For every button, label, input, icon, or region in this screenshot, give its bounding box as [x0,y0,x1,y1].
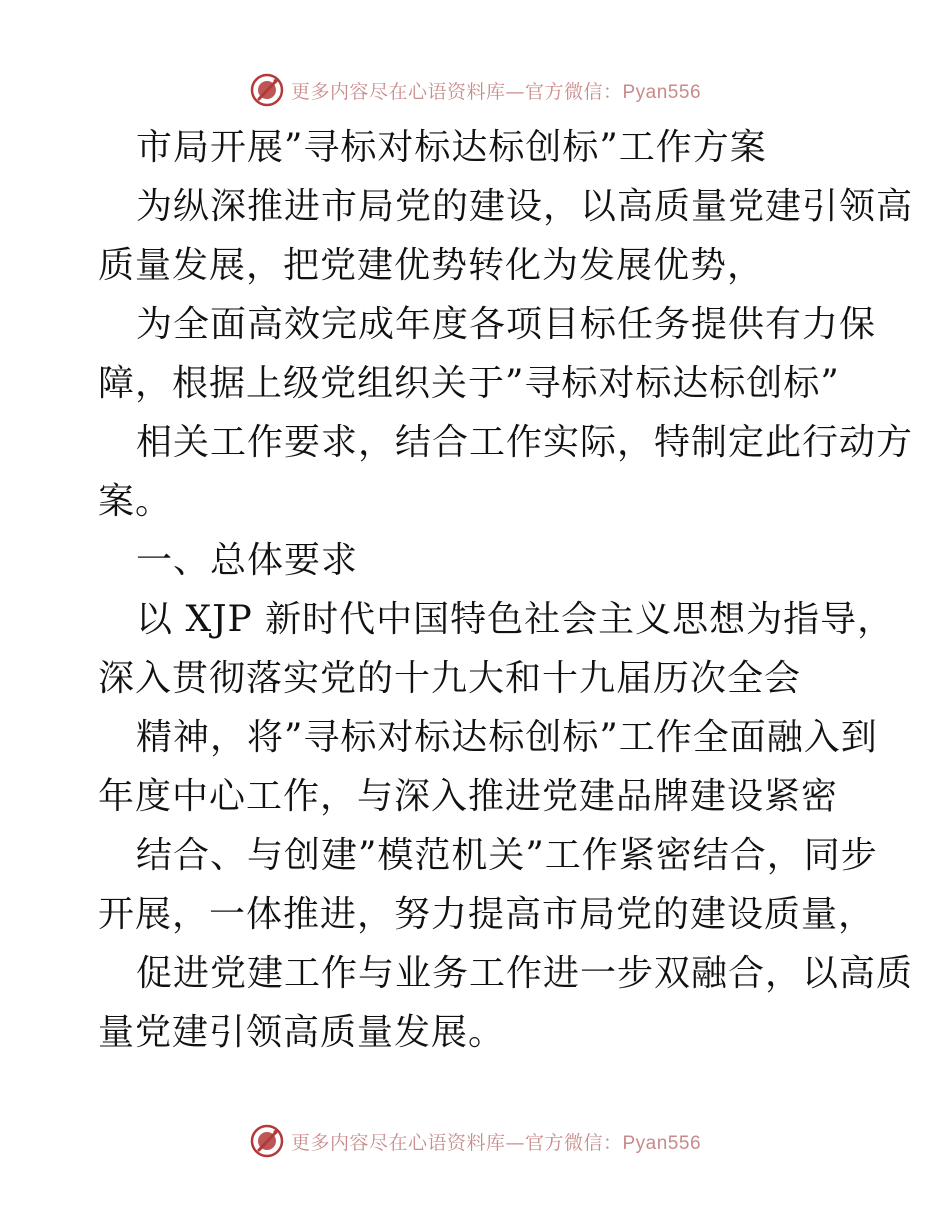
paragraph-line: 障，根据上级党组织关于”寻标对标达标创标” [98,363,840,404]
section-heading: 一、总体要求 [136,540,359,581]
watermark-label: 更多内容尽在心语资料库—官方微信： [290,80,623,103]
paragraph-line: 以 XJP 新时代中国特色社会主义思想为指导， [136,599,895,640]
paragraph-line: 为全面高效完成年度各项目标任务提供有力保 [136,304,877,345]
paragraph-line: 相关工作要求，结合工作实际，特制定此行动方 [136,422,914,463]
document-body [98,118,914,1062]
watermark-banner-bottom [0,1121,950,1161]
seal-logo-icon [249,1123,285,1159]
paragraph-line: 案。 [98,481,173,522]
watermark-banner-top [0,70,950,110]
paragraph-line: 精神，将”寻标对标达标创标”工作全面融入到 [136,717,878,758]
watermark-handle: Pyan556 [622,1132,702,1154]
paragraph-line: 深入贯彻落实党的十九大和十九届历次全会 [98,658,802,699]
watermark-label: 更多内容尽在心语资料库—官方微信： [290,1131,623,1154]
paragraph-line: 开展，一体推进，努力提高市局党的建设质量， [98,894,876,935]
paragraph-line: 促进党建工作与业务工作进一步双融合，以高质 [136,953,914,994]
paragraph-line: 量党建引领高质量发展。 [98,1012,506,1053]
paragraph-line: 结合、与创建”模范机关”工作紧密结合，同步 [136,835,878,876]
seal-logo-icon [249,72,285,108]
paragraph-line: 为纵深推进市局党的建设，以高质量党建引领高 [136,186,914,227]
paragraph-line: 质量发展，把党建优势转化为发展优势， [98,245,765,286]
document-title: 市局开展”寻标对标达标创标”工作方案 [136,127,767,168]
watermark-handle: Pyan556 [622,81,702,103]
paragraph-line: 年度中心工作，与深入推进党建品牌建设紧密 [98,776,839,817]
watermark-text [291,77,701,104]
watermark-text [291,1128,701,1155]
